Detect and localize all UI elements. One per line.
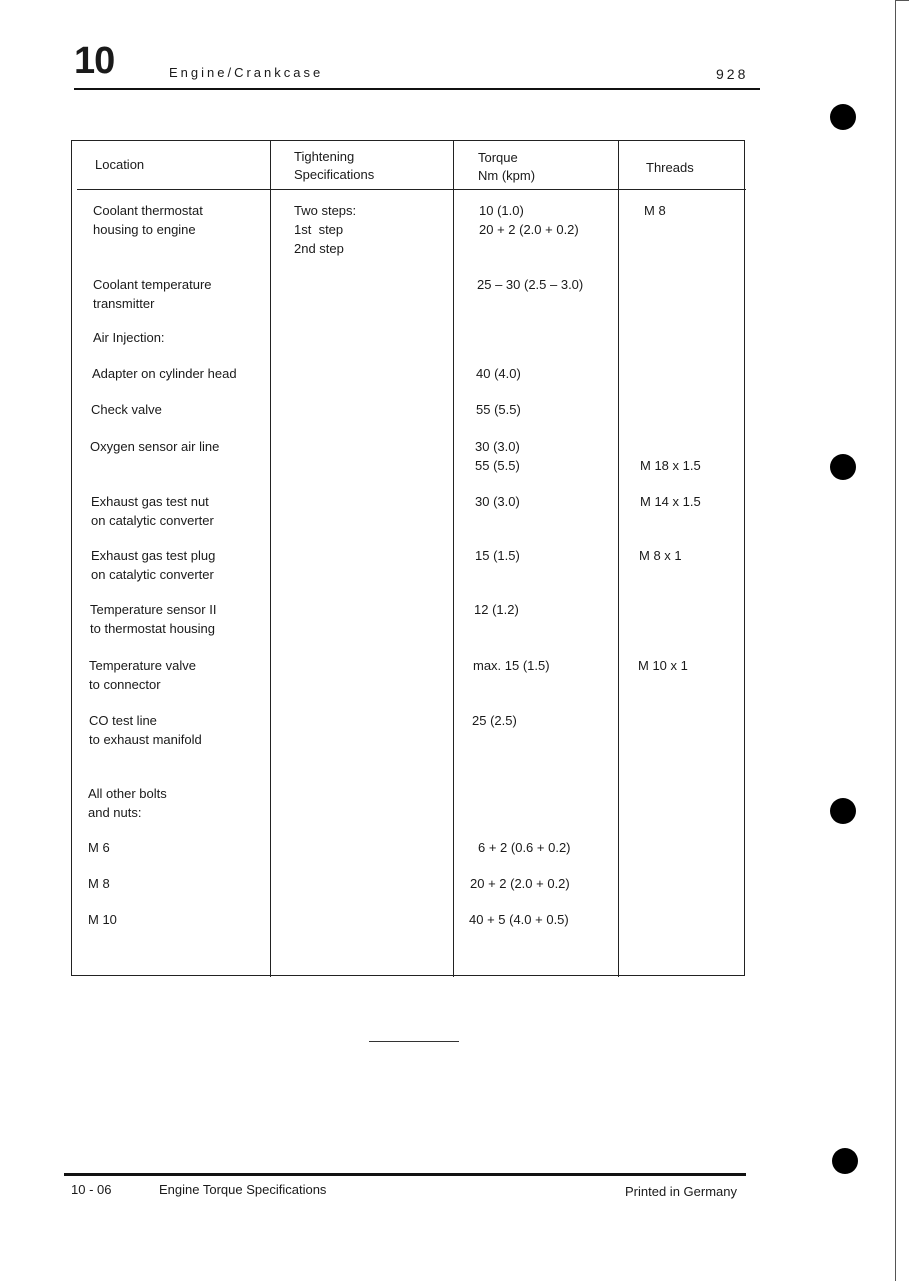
location-cell-line: to thermostat housing bbox=[90, 621, 216, 636]
column-header-torque: Torque Nm (kpm) bbox=[478, 150, 536, 183]
threads-cell-line: M 14 x 1.5 bbox=[640, 494, 701, 509]
location-cell-line: to connector bbox=[89, 677, 161, 692]
column-divider bbox=[618, 141, 619, 977]
threads-cell-line: M 18 x 1.5 bbox=[640, 458, 701, 473]
column-header-location: Location bbox=[95, 157, 145, 172]
location-cell-line: CO test line bbox=[89, 713, 157, 728]
torque-cell bbox=[472, 711, 517, 730]
location-cell bbox=[91, 492, 214, 530]
location-cell-line: Coolant thermostat bbox=[93, 203, 203, 218]
binder-hole-icon bbox=[832, 1148, 858, 1174]
threads-cell bbox=[638, 656, 688, 675]
binder-hole-icon bbox=[830, 454, 856, 480]
location-cell-line: transmitter bbox=[93, 296, 155, 311]
torque-cell bbox=[475, 546, 520, 565]
torque-cell-line: 25 – 30 (2.5 – 3.0) bbox=[477, 277, 584, 292]
torque-cell-line: 55 (5.5) bbox=[476, 402, 521, 417]
torque-cell-line: 10 (1.0) bbox=[479, 203, 524, 218]
header-row-divider bbox=[77, 189, 746, 190]
binder-hole-icon bbox=[830, 104, 856, 130]
location-cell-line: M 8 bbox=[88, 876, 110, 891]
threads-cell bbox=[639, 546, 682, 565]
location-cell-line: Check valve bbox=[91, 402, 162, 417]
torque-cell-line: 20 + 2 (2.0 + 0.2) bbox=[479, 222, 579, 237]
torque-cell bbox=[474, 600, 519, 619]
location-cell bbox=[91, 546, 215, 584]
column-divider bbox=[270, 141, 271, 977]
location-cell-line: Air Injection: bbox=[93, 330, 165, 345]
torque-cell bbox=[473, 656, 550, 675]
page-number: 10 - 06 bbox=[71, 1182, 112, 1197]
torque-cell-line: 12 (1.2) bbox=[474, 602, 519, 617]
footer-section-title: Engine Torque Specifications bbox=[159, 1182, 327, 1197]
location-cell-line: Adapter on cylinder head bbox=[92, 366, 237, 381]
torque-cell-line: 55 (5.5) bbox=[475, 458, 520, 473]
tightening-cell bbox=[294, 201, 356, 258]
location-cell bbox=[88, 838, 110, 857]
location-cell-line: M 6 bbox=[88, 840, 110, 855]
location-cell-line: M 10 bbox=[88, 912, 117, 927]
binder-hole-icon bbox=[830, 798, 856, 824]
torque-cell-line: 20 + 2 (2.0 + 0.2) bbox=[470, 876, 570, 891]
chapter-title: Engine/Crankcase bbox=[169, 65, 324, 80]
torque-cell bbox=[478, 838, 571, 857]
threads-cell-line: M 8 x 1 bbox=[639, 548, 682, 563]
torque-cell bbox=[469, 910, 569, 929]
location-cell bbox=[90, 600, 216, 638]
threads-cell-line bbox=[640, 437, 701, 456]
chapter-number: 10 bbox=[74, 40, 115, 82]
threads-cell-line: M 10 x 1 bbox=[638, 658, 688, 673]
torque-cell-line: 25 (2.5) bbox=[472, 713, 517, 728]
header-rule bbox=[74, 88, 760, 90]
torque-cell-line: 30 (3.0) bbox=[475, 494, 520, 509]
location-cell bbox=[89, 656, 196, 694]
threads-cell bbox=[640, 492, 701, 511]
torque-cell bbox=[477, 275, 583, 294]
location-cell-line: housing to engine bbox=[93, 222, 196, 237]
column-header-tightening: Tightening Specifications bbox=[294, 149, 375, 182]
section-end-dash bbox=[369, 1041, 459, 1042]
torque-cell-line: 40 (4.0) bbox=[476, 366, 521, 381]
location-cell-line: All other bolts bbox=[88, 786, 167, 801]
torque-cell bbox=[476, 364, 521, 383]
torque-cell-line: 6 + 2 (0.6 + 0.2) bbox=[478, 840, 571, 855]
location-cell-line: Temperature valve bbox=[89, 658, 196, 673]
location-cell bbox=[93, 328, 165, 347]
threads-cell bbox=[644, 201, 666, 220]
location-cell-line: on catalytic converter bbox=[91, 567, 214, 582]
torque-cell bbox=[475, 437, 520, 475]
location-cell-line: Temperature sensor II bbox=[90, 602, 217, 617]
threads-cell-line: M 8 bbox=[644, 203, 666, 218]
column-header-threads: Threads bbox=[646, 160, 694, 175]
location-cell-line: Oxygen sensor air line bbox=[90, 439, 220, 454]
torque-cell-line: 40 + 5 (4.0 + 0.5) bbox=[469, 912, 569, 927]
torque-cell-line: max. 15 (1.5) bbox=[473, 658, 550, 673]
location-cell-line: Coolant temperature bbox=[93, 277, 212, 292]
location-cell bbox=[89, 711, 202, 749]
model-number: 928 bbox=[716, 66, 749, 82]
location-cell bbox=[92, 364, 237, 383]
torque-cell-line: 30 (3.0) bbox=[475, 439, 520, 454]
tightening-cell-line: Two steps: bbox=[294, 203, 357, 218]
location-cell-line: Exhaust gas test plug bbox=[91, 548, 216, 563]
footer-printed-note: Printed in Germany bbox=[625, 1184, 737, 1199]
location-cell bbox=[90, 437, 219, 456]
location-cell bbox=[93, 201, 203, 239]
torque-cell-line: 15 (1.5) bbox=[475, 548, 520, 563]
location-cell-line: and nuts: bbox=[88, 805, 142, 820]
location-cell-line: to exhaust manifold bbox=[89, 732, 202, 747]
page-corner-line bbox=[896, 0, 909, 1]
torque-cell bbox=[470, 874, 570, 893]
torque-cell bbox=[479, 201, 579, 239]
torque-cell bbox=[476, 400, 521, 419]
location-cell-line: Exhaust gas test nut bbox=[91, 494, 209, 509]
location-cell bbox=[88, 784, 167, 822]
location-cell-line: on catalytic converter bbox=[91, 513, 214, 528]
location-cell bbox=[88, 910, 117, 929]
column-divider bbox=[453, 141, 454, 977]
location-cell bbox=[91, 400, 162, 419]
tightening-cell-line: 1st step bbox=[294, 222, 344, 237]
location-cell bbox=[93, 275, 212, 313]
torque-cell bbox=[475, 492, 520, 511]
footer-rule bbox=[64, 1173, 746, 1176]
threads-cell bbox=[640, 437, 701, 475]
location-cell bbox=[88, 874, 110, 893]
tightening-cell-line: 2nd step bbox=[294, 241, 344, 256]
page-edge-line bbox=[895, 0, 896, 1281]
